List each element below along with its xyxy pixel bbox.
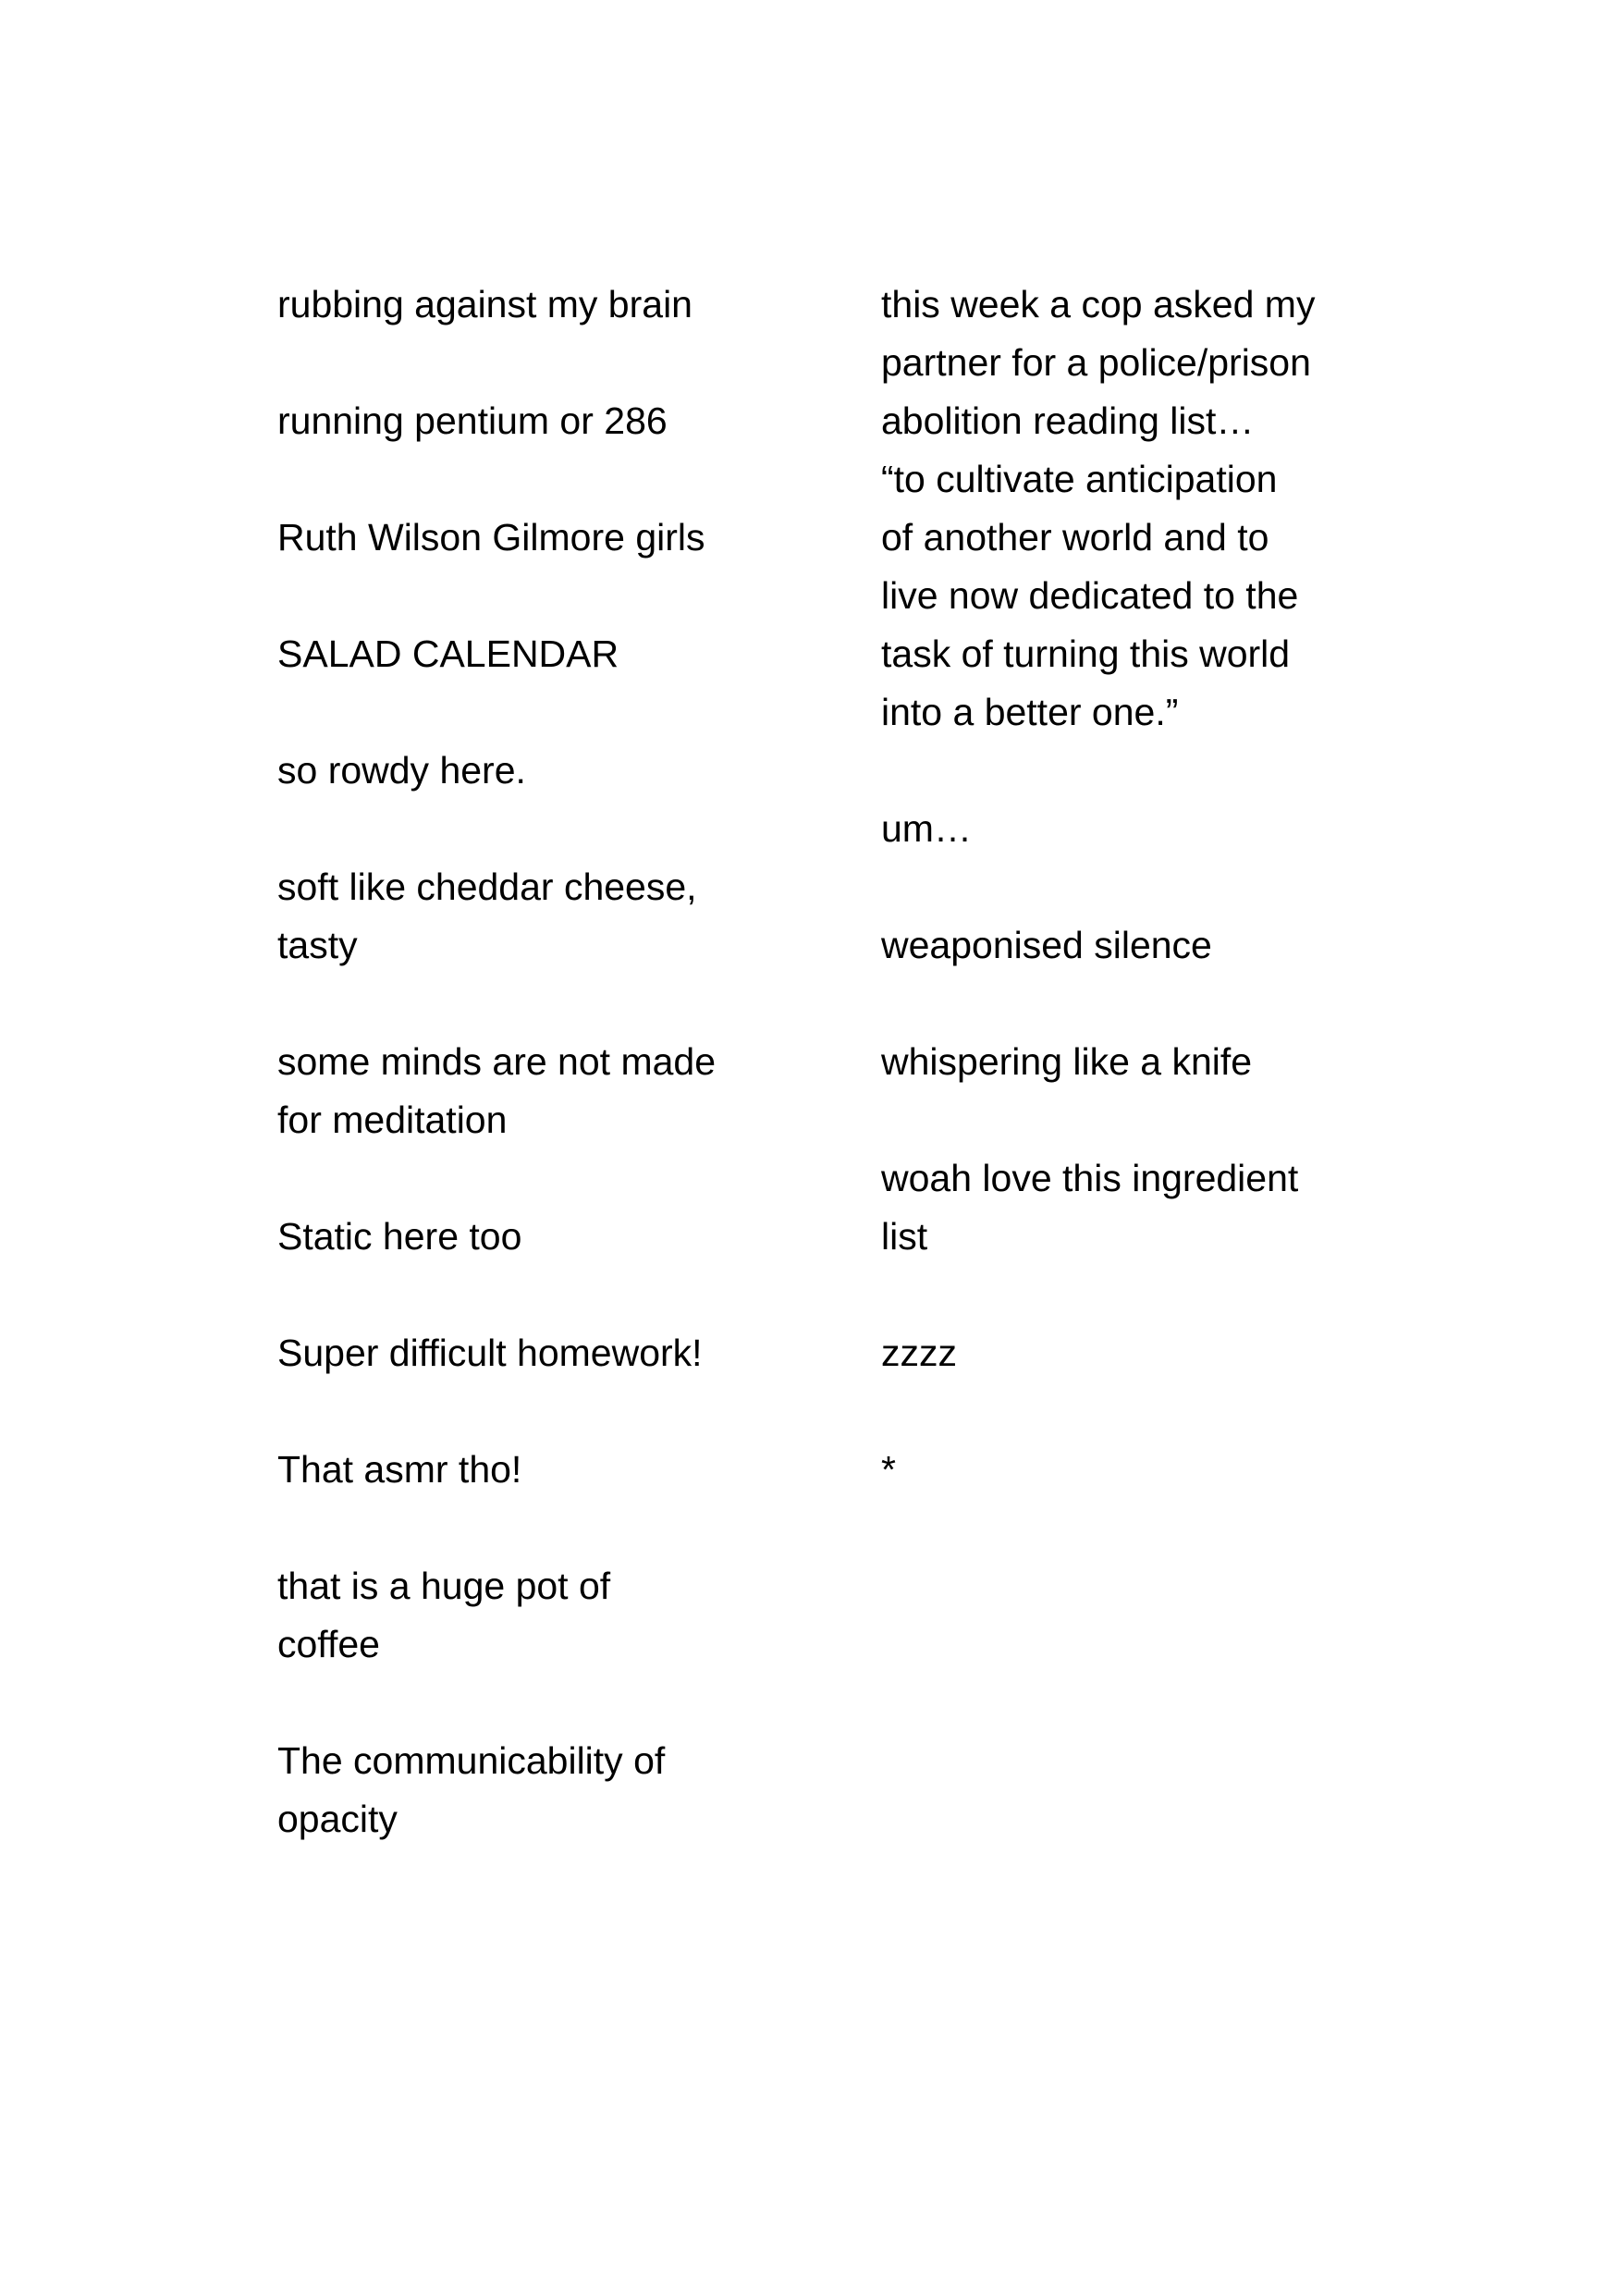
right-entry-7: * <box>881 1448 896 1491</box>
right-entry-3: weaponised silence <box>881 924 1212 966</box>
right-entry-5: woah love this ingredient list <box>881 1157 1299 1258</box>
left-entry-12: The communicability of opacity <box>277 1739 666 1840</box>
right-entry-2: um… <box>881 807 972 850</box>
left-entry-10: That asmr tho! <box>277 1448 522 1491</box>
right-entry-6: zzzz <box>881 1332 957 1374</box>
right-entry-4: whispering like a knife <box>881 1040 1253 1083</box>
left-column <box>277 276 758 1848</box>
left-entry-7: some minds are not made for meditation <box>277 1040 717 1141</box>
left-entry-8: Static here too <box>277 1215 522 1258</box>
left-entry-2: running pentium or 286 <box>277 399 668 442</box>
right-column <box>881 276 1380 1499</box>
left-entry-4: SALAD CALENDAR <box>277 632 619 675</box>
right-entry-1: this week a cop asked my partner for a police/prison abolition reading list… “to cultivate anticipation of another world and to live now dedicated to the task of turning this world into a better one.” <box>881 283 1316 733</box>
left-entry-11: that is a huge pot of coffee <box>277 1565 611 1665</box>
left-entry-1: rubbing against my brain <box>277 283 693 325</box>
left-entry-9: Super difficult homework! <box>277 1332 703 1374</box>
left-entry-3: Ruth Wilson Gilmore girls <box>277 516 705 559</box>
left-entry-6: soft like cheddar cheese, tasty <box>277 866 697 966</box>
left-entry-5: so rowdy here. <box>277 749 526 792</box>
